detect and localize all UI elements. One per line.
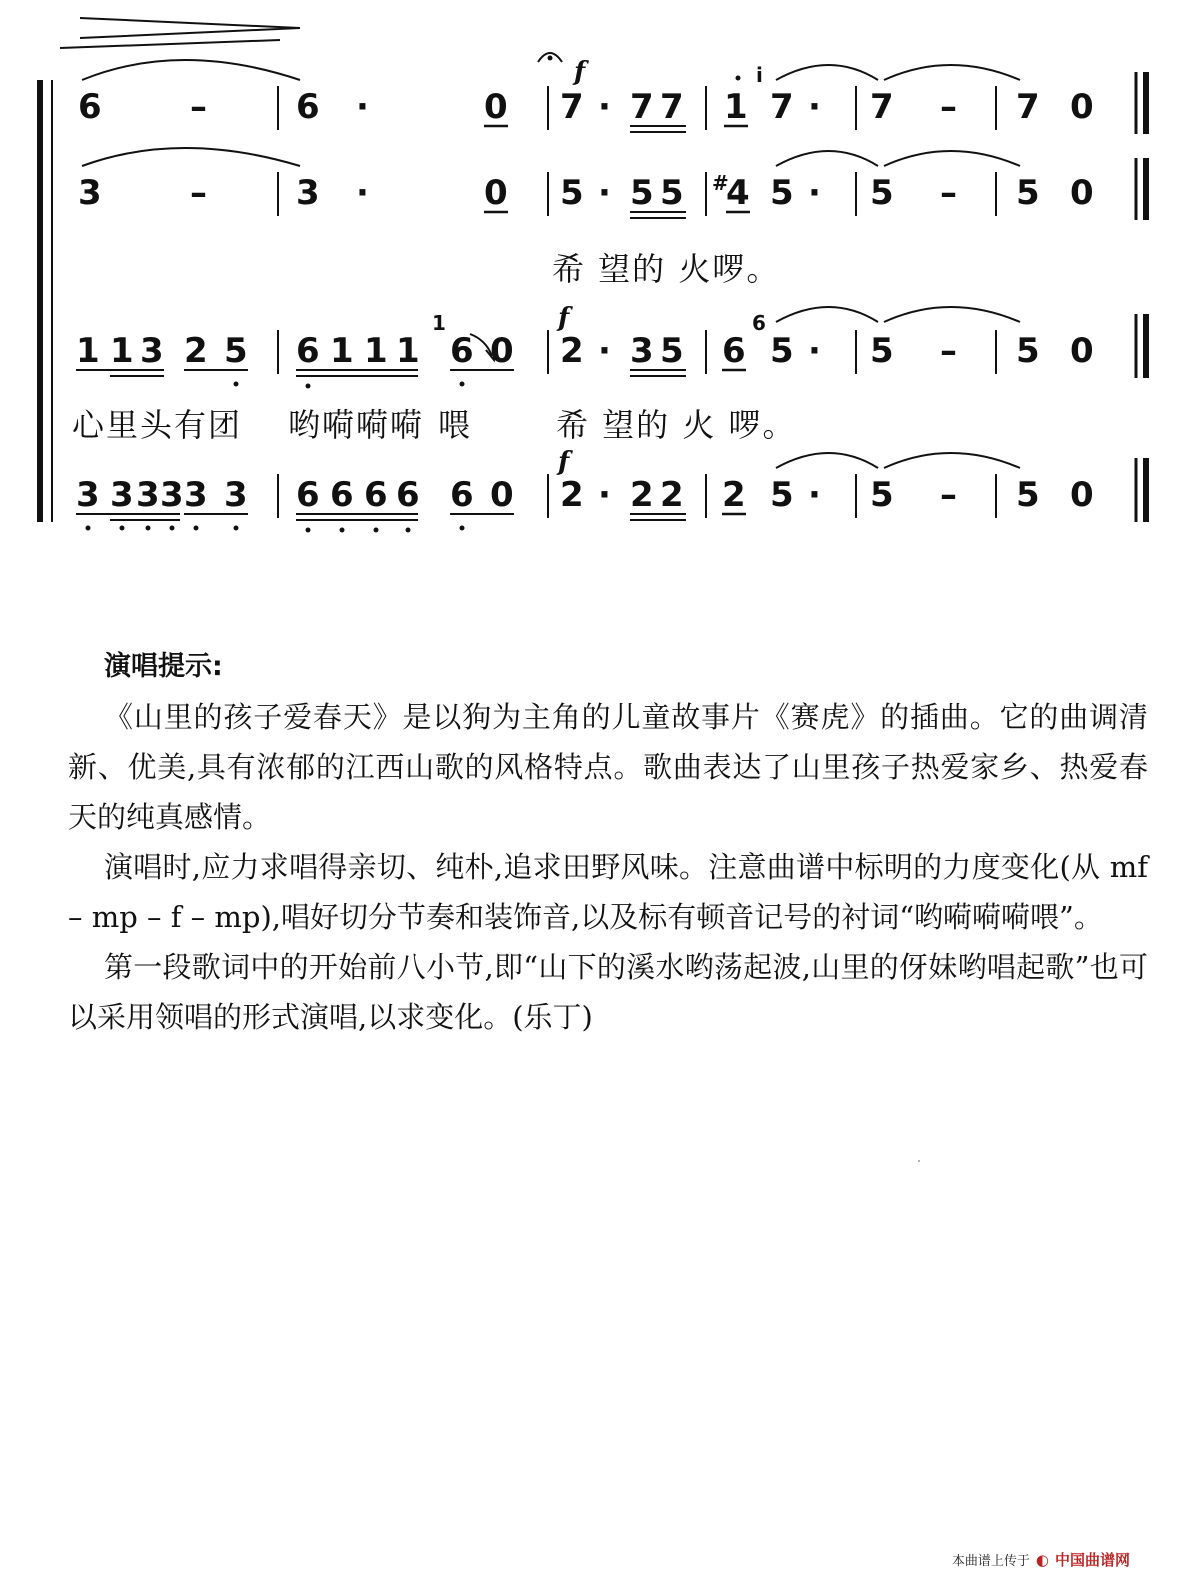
site-logo-icon: ◐ <box>1035 1550 1049 1569</box>
sharp-sign: # <box>712 171 729 195</box>
note: 5 <box>224 331 248 371</box>
note: 7 <box>870 87 894 127</box>
note: 3 <box>224 475 248 515</box>
staff-row-3 <box>76 303 1146 389</box>
staff-row-4 <box>76 447 1146 533</box>
decrescendo-mark <box>60 18 300 48</box>
note: 6 <box>450 475 474 515</box>
speck <box>918 1160 920 1162</box>
notes-paragraph-2: 演唱时,应力求唱得亲切、纯朴,追求田野风味。注意曲谱中标明的力度变化(从 mf – mp – f – mp),唱好切分节奏和装饰音,以及标有顿音记号的衬词“哟嗬嗬嗬喂”。 <box>68 850 1148 934</box>
note: 0 <box>1070 475 1094 515</box>
note: 6 <box>364 475 388 515</box>
note: · <box>356 173 369 213</box>
note: – <box>190 173 207 213</box>
note: 0 <box>484 87 508 127</box>
note: 5 <box>770 331 794 371</box>
note: 6 <box>296 331 320 371</box>
note: 1 <box>364 331 388 371</box>
note: 5 <box>1016 475 1040 515</box>
note: 0 <box>484 173 508 213</box>
note: 3 <box>140 331 164 371</box>
note: · <box>598 87 611 127</box>
note: 3 <box>78 173 102 213</box>
note: 5 <box>1016 173 1040 213</box>
note: 7 <box>630 87 654 127</box>
note: 5 <box>770 173 794 213</box>
note: 2 <box>560 331 584 371</box>
note: 7 <box>560 87 584 127</box>
lyric-line-2 <box>72 406 797 444</box>
note: 7 <box>1016 87 1040 127</box>
note: 2 <box>722 475 746 515</box>
note: 6 <box>396 475 420 515</box>
lyric-segment: 喂 <box>438 406 473 444</box>
dynamic-forte: f <box>574 57 586 87</box>
grace-note: 1 <box>432 311 446 335</box>
note: 0 <box>1070 173 1094 213</box>
note: 5 <box>870 173 894 213</box>
note: – <box>940 475 957 515</box>
footer-watermark <box>952 1549 1130 1570</box>
note: 2 <box>184 331 208 371</box>
note: 6 <box>78 87 102 127</box>
note: 0 <box>1070 331 1094 371</box>
note: 6 <box>330 475 354 515</box>
note: 6 <box>722 331 746 371</box>
note: 5 <box>660 173 684 213</box>
notes-paragraph-3: 第一段歌词中的开始前八小节,即“山下的溪水哟荡起波,山里的伢妹哟唱起歌”也可以采用领唱的形式演唱,以求变化。(乐丁) <box>68 950 1148 1034</box>
note: 3 <box>184 475 208 515</box>
note: – <box>940 87 957 127</box>
performance-notes <box>68 642 1148 1042</box>
grace-note: i <box>756 63 763 87</box>
note: 2 <box>630 475 654 515</box>
dynamic-forte: f <box>558 303 570 333</box>
note: – <box>940 331 957 371</box>
dynamic-forte: f <box>558 447 570 477</box>
note: 7 <box>770 87 794 127</box>
note: 1 <box>110 331 134 371</box>
note: 3 <box>110 475 134 515</box>
note: 3 <box>160 475 184 515</box>
note: 3 <box>630 331 654 371</box>
note: 5 <box>870 331 894 371</box>
lyric-segment: 哟嗬嗬嗬 <box>288 406 425 444</box>
lyric-segment: 心里头有团 <box>72 406 243 444</box>
note: 5 <box>660 331 684 371</box>
note: · <box>808 173 821 213</box>
grace-note: 6 <box>752 311 766 335</box>
note: 6 <box>296 87 320 127</box>
note: 5 <box>560 173 584 213</box>
note: 0 <box>1070 87 1094 127</box>
note: 3 <box>76 475 100 515</box>
lyric-segment: 希 望的 火 啰。 <box>556 406 797 444</box>
staff-row-2 <box>78 148 1146 220</box>
notes-paragraph-1: 《山里的孩子爱春天》是以狗为主角的儿童故事片《赛虎》的插曲。它的曲调清新、优美,具有浓郁的江西山歌的风格特点。歌曲表达了山里孩子热爱家乡、热爱春天的纯真感情。 <box>68 700 1148 834</box>
note: · <box>808 475 821 515</box>
note: 4 <box>726 173 750 213</box>
note: · <box>598 331 611 371</box>
note: 1 <box>724 87 748 127</box>
note: – <box>190 87 207 127</box>
note: 1 <box>76 331 100 371</box>
note: · <box>808 331 821 371</box>
note: 0 <box>490 475 514 515</box>
note: 5 <box>770 475 794 515</box>
staff-row-1 <box>78 53 1146 134</box>
note: · <box>598 475 611 515</box>
system-bracket <box>40 80 52 522</box>
note: 1 <box>330 331 354 371</box>
note: 2 <box>560 475 584 515</box>
note: 3 <box>296 173 320 213</box>
note: 1 <box>396 331 420 371</box>
note: 5 <box>870 475 894 515</box>
note: 7 <box>660 87 684 127</box>
footer-brand: 中国曲谱网 <box>1054 1551 1130 1569</box>
note: 2 <box>660 475 684 515</box>
note: 5 <box>1016 331 1040 371</box>
note: 0 <box>490 331 514 371</box>
note: · <box>808 87 821 127</box>
note: · <box>598 173 611 213</box>
note: 3 <box>136 475 160 515</box>
note: – <box>940 173 957 213</box>
note: 6 <box>296 475 320 515</box>
note: 6 <box>450 331 474 371</box>
note: · <box>356 87 369 127</box>
footer-text: 本曲谱上传于 <box>951 1554 1030 1569</box>
lyric-line-1: 希 望的 火啰。 <box>552 250 781 288</box>
numbered-music-score <box>0 0 1200 560</box>
note: 5 <box>630 173 654 213</box>
notes-title: 演唱提示: <box>104 651 223 682</box>
